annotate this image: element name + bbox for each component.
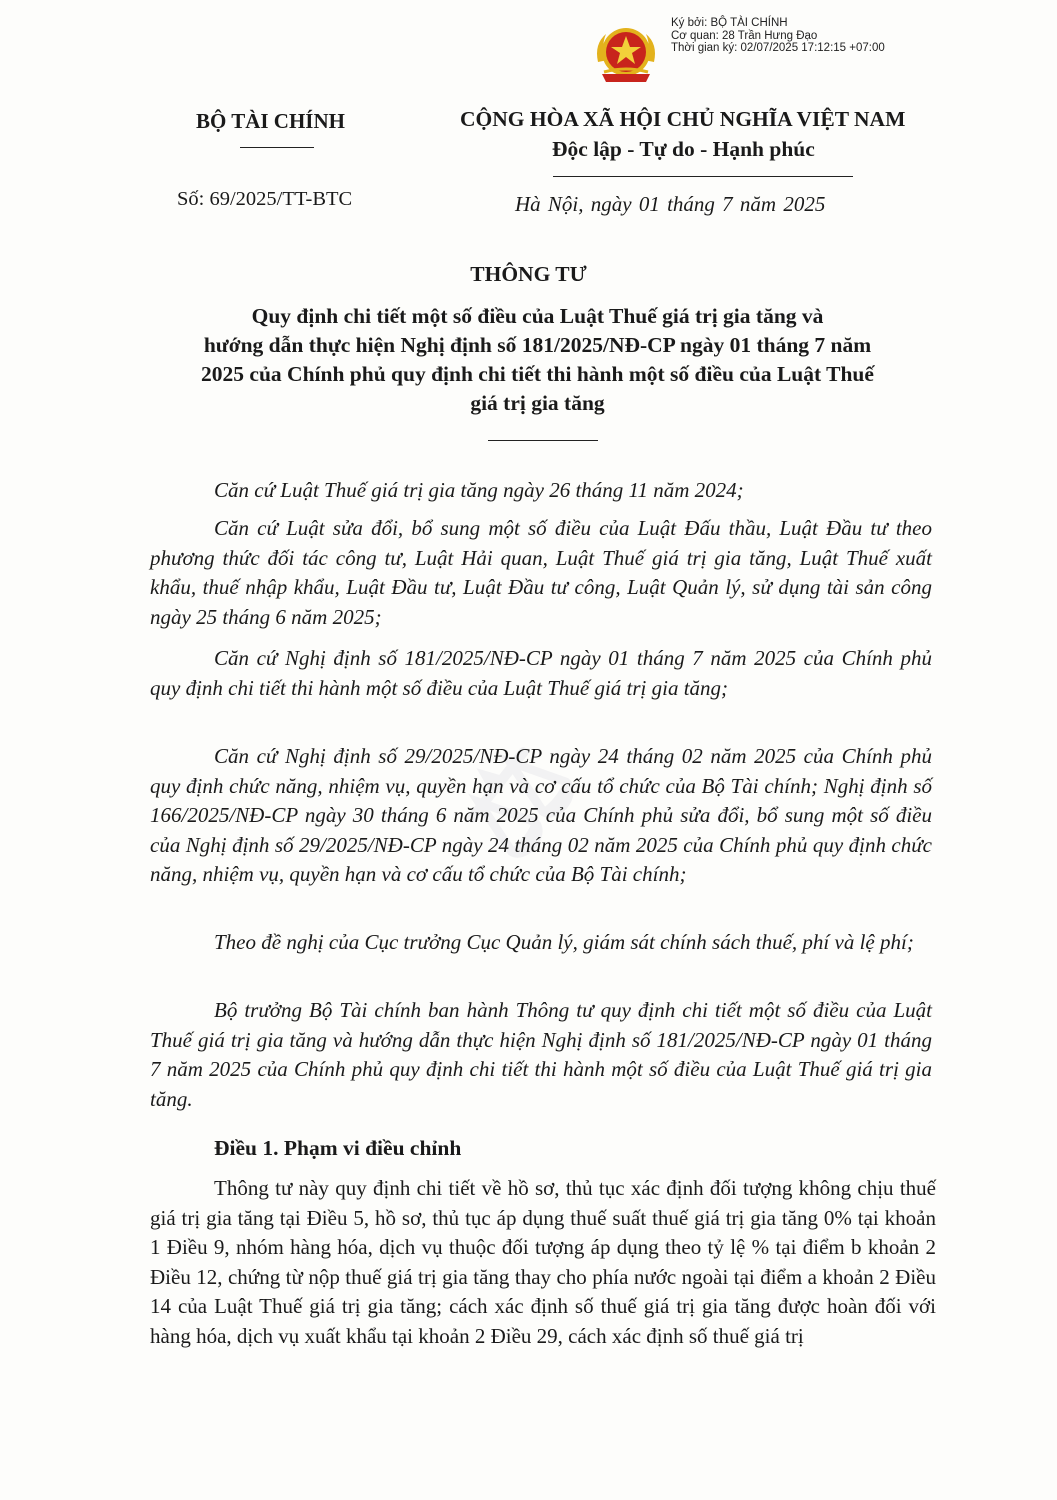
article-1-title: Điều 1. Phạm vi điều chỉnh bbox=[214, 1136, 462, 1160]
ministry-name: BỘ TÀI CHÍNH bbox=[196, 109, 345, 133]
signature-signer: Ký bởi: BỘ TÀI CHÍNH bbox=[671, 17, 788, 29]
preamble-paragraph: Căn cứ Luật sửa đổi, bổ sung một số điều của Luật Đấu thầu, Luật Đầu tư theo phương thức đối tác công tư, Luật Hải quan, Luật Thuế giá trị gia tăng, Luật Thuế xuất khẩu, thuế nhập khẩu, Luật Đầu tư, Luật Đầu tư công, Luật Quản lý, sử dụng tài sản công ngày 25 tháng 6 năm 2025; bbox=[150, 516, 932, 629]
preamble-paragraph: Căn cứ Luật Thuế giá trị gia tăng ngày 26 tháng 11 năm 2024; bbox=[214, 478, 744, 502]
signature-time: Thời gian ký: 02/07/2025 17:12:15 +07:00 bbox=[671, 42, 885, 55]
subject-line: hướng dẫn thực hiện Nghị định số 181/2025/NĐ-CP ngày 01 tháng 7 năm bbox=[203, 333, 872, 357]
subject-line: giá trị gia tăng bbox=[470, 391, 605, 415]
motto-underline bbox=[553, 176, 853, 177]
digital-signature-info bbox=[671, 17, 885, 55]
national-motto: Độc lập - Tự do - Hạnh phúc bbox=[552, 137, 815, 161]
national-emblem-icon bbox=[590, 22, 662, 88]
subject-line: 2025 của Chính phủ quy định chi tiết thi hành một số điều của Luật Thuế bbox=[201, 362, 874, 386]
country-name: CỘNG HÒA XÃ HỘI CHỦ NGHĨA VIỆT NAM bbox=[460, 107, 906, 131]
preamble-paragraph: Căn cứ Nghị định số 29/2025/NĐ-CP ngày 24 tháng 02 năm 2025 của Chính phủ quy định chức năng, nhiệm vụ, quyền hạn và cơ cấu tổ chức của Bộ Tài chính; Nghị định số 166/2025/NĐ-CP ngày 30 tháng 6 năm 2025 của Chính phủ sửa đổi, bổ sung một số điều của Nghị định số 29/2025/NĐ-CP ngày 24 tháng 02 năm 2025 của Chính phủ quy định chức năng, nhiệm vụ, quyền hạn và cơ cấu tổ chức của Bộ Tài chính; bbox=[150, 744, 932, 887]
article-1-body: Thông tư này quy định chi tiết về hồ sơ, thủ tục xác định đối tượng không chịu thuế giá trị gia tăng tại Điều 5, hồ sơ, thủ tục áp dụng thuế suất thuế giá trị gia tăng 0% tại khoản 1 Điều 9, nhóm hàng hóa, dịch vụ thuộc đối tượng áp dụng theo tỷ lệ % tại điểm b khoản 2 Điều 12, chứng từ nộp thuế giá trị gia tăng thay cho phía nước ngoài tại điểm a khoản 2 Điều 14 của Luật Thuế giá trị gia tăng; cách xác định số thuế giá trị gia tăng được hoàn đối với hàng hóa, dịch vụ xuất khẩu tại khoản 2 Điều 29, cách xác định số thuế giá trị bbox=[150, 1176, 936, 1348]
preamble-paragraph: Theo đề nghị của Cục trưởng Cục Quản lý, giám sát chính sách thuế, phí và lệ phí; bbox=[214, 930, 914, 954]
subject-line: Quy định chi tiết một số điều của Luật Thuế giá trị gia tăng và bbox=[251, 304, 824, 328]
preamble-paragraph: Bộ trưởng Bộ Tài chính ban hành Thông tư quy định chi tiết một số điều của Luật Thuế giá trị gia tăng và hướng dẫn thực hiện Nghị định số 181/2025/NĐ-CP ngày 01 tháng 7 năm 2025 của Chính phủ quy định chi tiết thi hành một số điều của Luật Thuế giá trị gia tăng. bbox=[150, 998, 932, 1111]
document-subject bbox=[140, 302, 935, 418]
preamble-paragraph: Căn cứ Nghị định số 181/2025/NĐ-CP ngày 01 tháng 7 năm 2025 của Chính phủ quy định chi tiết thi hành một số điều của Luật Thuế giá trị gia tăng; bbox=[150, 646, 932, 700]
document-number: Số: 69/2025/TT-BTC bbox=[177, 188, 353, 210]
signature-agency: Cơ quan: 28 Trần Hưng Đạo bbox=[671, 29, 818, 42]
place-date: Hà Nội, ngày 01 tháng 7 năm 2025 bbox=[515, 192, 826, 216]
watermark-logo: ⚖ bbox=[431, 716, 604, 884]
title-underline bbox=[488, 440, 598, 441]
ministry-underline bbox=[240, 147, 314, 148]
document-type: THÔNG TƯ bbox=[470, 262, 587, 286]
